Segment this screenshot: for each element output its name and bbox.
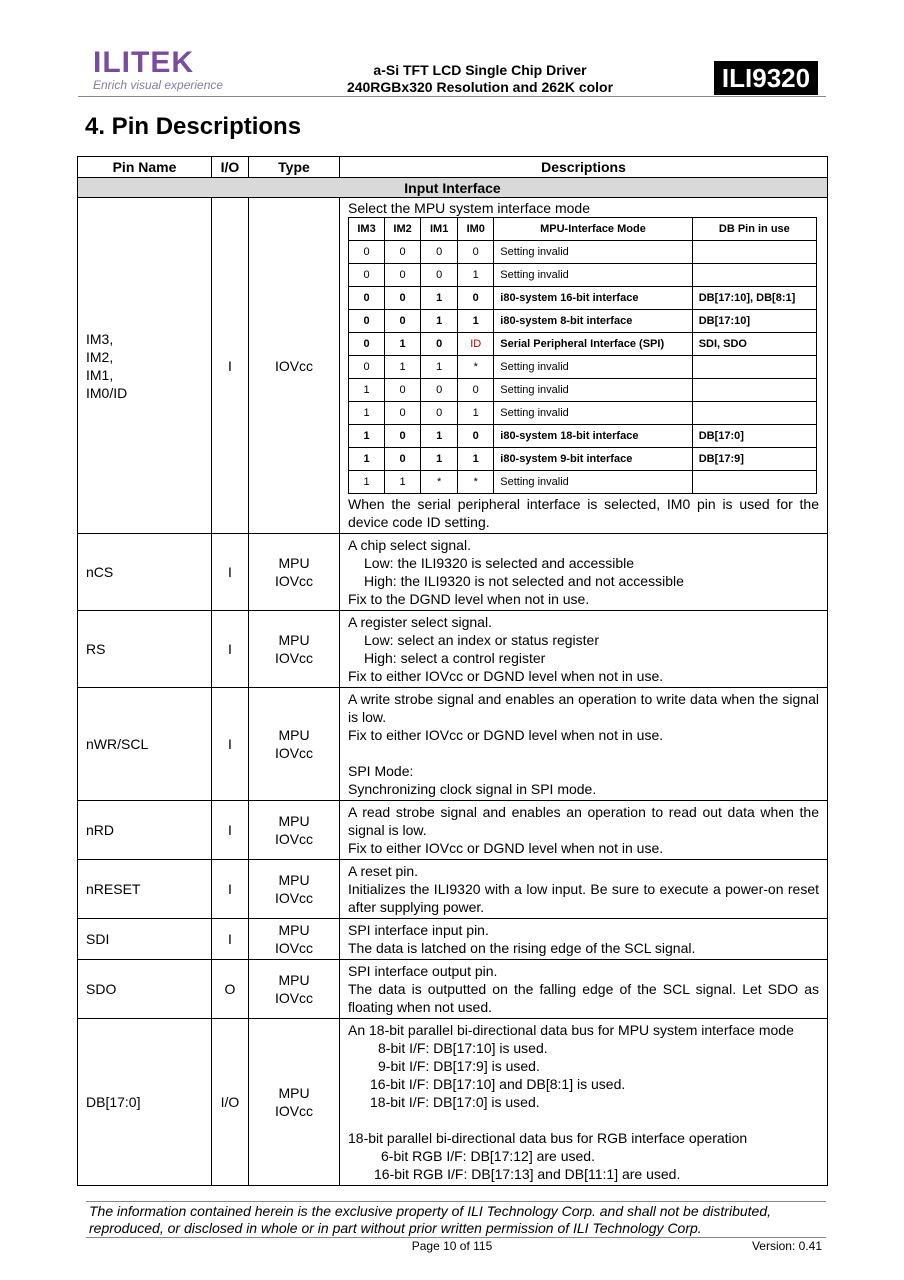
mode-header: IM2 (385, 218, 421, 241)
pin-type: IOVcc (249, 198, 340, 534)
mode-cell: 1 (385, 356, 421, 379)
mode-cell (692, 402, 816, 425)
mode-cell: 0 (385, 425, 421, 448)
desc-line: Fix to either IOVcc or DGND level when not in use. (348, 840, 664, 856)
desc-line: Fix to the DGND level when not in use. (348, 591, 590, 607)
pin-name: DB[17:0] (78, 1019, 212, 1186)
mode-cell: 0 (421, 379, 458, 402)
mode-cell: 0 (349, 333, 385, 356)
mode-cell: DB[17:9] (692, 448, 816, 471)
pin-type-line: IOVcc (274, 650, 314, 666)
desc-line: A read strobe signal and enables an operation to read out data when the signal is low. (348, 804, 819, 838)
mode-cell: 0 (458, 425, 494, 448)
desc-line: An 18-bit parallel bi-directional data bus for MPU system interface mode (348, 1022, 794, 1038)
pin-description (340, 688, 828, 801)
pin-name: nWR/SCL (78, 688, 212, 801)
table-row (78, 919, 828, 960)
mode-cell: 0 (349, 264, 385, 287)
mode-cell: 0 (349, 287, 385, 310)
pin-name: RS (78, 611, 212, 688)
desc-line: Low: the ILI9320 is selected and accessible (364, 555, 635, 571)
mode-header-row (349, 218, 817, 241)
desc-line: 18-bit I/F: DB[17:0] is used. (370, 1094, 540, 1110)
desc-line: High: select a control register (364, 650, 546, 666)
pin-type (249, 534, 340, 611)
mode-row (349, 241, 817, 264)
mode-cell-id: ID (458, 333, 494, 356)
desc-line: Select the MPU system interface mode (348, 200, 590, 216)
header-pin-name: Pin Name (78, 157, 212, 178)
mode-cell: 0 (458, 379, 494, 402)
mode-cell (692, 471, 816, 494)
desc-line: 18-bit parallel bi-directional data bus for RGB interface operation (348, 1130, 748, 1146)
desc-line: SPI interface input pin. (348, 922, 489, 938)
mode-cell: Setting invalid (494, 241, 692, 264)
mode-cell: i80-system 8-bit interface (494, 310, 692, 333)
mode-cell (692, 356, 816, 379)
table-header-row (78, 157, 828, 178)
desc-line: A write strobe signal and enables an operation to write data when the signal is low. (348, 691, 819, 725)
footer-divider-bottom (86, 1237, 826, 1238)
mode-cell: 0 (385, 402, 421, 425)
mode-cell: 0 (385, 379, 421, 402)
pin-type-line: IOVcc (274, 940, 314, 956)
mode-cell: * (421, 471, 458, 494)
pin-io: I/O (212, 1019, 249, 1186)
table-row (78, 198, 828, 534)
mode-cell: 0 (349, 241, 385, 264)
pin-type-line: IOVcc (274, 1103, 314, 1119)
pin-type (249, 960, 340, 1019)
pin-type-line: IOVcc (274, 573, 314, 589)
mode-cell: 0 (421, 333, 458, 356)
table-row (78, 534, 828, 611)
mode-row (349, 287, 817, 310)
header-descriptions: Descriptions (340, 157, 828, 178)
mode-cell: 0 (385, 310, 421, 333)
mode-cell: 1 (349, 379, 385, 402)
section-title: 4. Pin Descriptions (85, 113, 302, 140)
mode-cell: i80-system 9-bit interface (494, 448, 692, 471)
mode-header: IM0 (458, 218, 494, 241)
pin-type-line: IOVcc (274, 890, 314, 906)
desc-line: SPI Mode: (348, 763, 414, 779)
logo-name: ILITEK (93, 46, 194, 79)
desc-spacer (348, 1111, 819, 1129)
pin-description (340, 801, 828, 860)
mode-cell: DB[17:0] (692, 425, 816, 448)
desc-line: SPI interface output pin. (348, 963, 498, 979)
mode-cell: 0 (421, 264, 458, 287)
mode-cell: Setting invalid (494, 264, 692, 287)
mode-cell: Setting invalid (494, 471, 692, 494)
mode-row (349, 264, 817, 287)
mode-cell: 1 (421, 287, 458, 310)
mode-cell: 1 (458, 310, 494, 333)
mode-header: IM3 (349, 218, 385, 241)
desc-line: 6-bit RGB I/F: DB[17:12] are used. (381, 1148, 595, 1164)
mode-row (349, 402, 817, 425)
desc-line: A reset pin. (348, 863, 419, 879)
table-row (78, 801, 828, 860)
header-type: Type (249, 157, 340, 178)
pin-type-line: MPU (278, 972, 310, 988)
mode-row (349, 356, 817, 379)
pin-type (249, 801, 340, 860)
pin-io: I (212, 860, 249, 919)
mode-cell: 0 (385, 264, 421, 287)
pin-description-table (77, 156, 828, 1186)
mode-cell (692, 379, 816, 402)
pin-io: I (212, 611, 249, 688)
pin-type-line: IOVcc (274, 745, 314, 761)
version-label: Version: 0.41 (751, 1239, 822, 1253)
mode-cell: 1 (421, 356, 458, 379)
desc-line: 16-bit I/F: DB[17:10] and DB[8:1] is used. (370, 1076, 626, 1092)
pin-io: I (212, 688, 249, 801)
pin-description (340, 960, 828, 1019)
mode-cell: 0 (421, 402, 458, 425)
pin-name-line: IM2, (86, 348, 114, 365)
mode-cell: 1 (349, 425, 385, 448)
mode-cell: 1 (349, 471, 385, 494)
pin-type (249, 919, 340, 960)
pin-io: I (212, 801, 249, 860)
desc-line: The data is latched on the rising edge of the SCL signal. (348, 940, 696, 956)
mode-cell: 0 (349, 356, 385, 379)
pin-type-line: IOVcc (274, 990, 314, 1006)
table-row (78, 960, 828, 1019)
pin-io: I (212, 919, 249, 960)
table-row (78, 1019, 828, 1186)
pin-type-line: MPU (278, 727, 310, 743)
mode-header: IM1 (421, 218, 458, 241)
mode-cell: 0 (385, 448, 421, 471)
pin-type (249, 1019, 340, 1186)
desc-line: Initializes the ILI9320 with a low input. Be sure to execute a power-on reset after supplying power. (348, 881, 819, 915)
pin-description (340, 919, 828, 960)
footer-disclaimer: The information contained herein is the exclusive property of ILI Technology Corp. and shall not be distributed, reproduced, or disclosed in whole or in part without prior written permission of ILI Technology Corp. (89, 1203, 771, 1236)
chip-badge: ILI9320 (714, 61, 818, 95)
header-divider (78, 96, 826, 97)
interface-mode-table (348, 217, 817, 494)
mode-row (349, 471, 817, 494)
pin-type-line: MPU (278, 632, 310, 648)
desc-line: When the serial peripheral interface is selected, IM0 pin is used for the device code ID setting. (348, 496, 819, 530)
footer-divider-top (86, 1201, 826, 1202)
pin-description (340, 198, 828, 534)
header-title-line1: a-Si TFT LCD Single Chip Driver (373, 62, 587, 78)
mode-cell: 0 (458, 241, 494, 264)
desc-line: Synchronizing clock signal in SPI mode. (348, 781, 597, 797)
mode-row (349, 448, 817, 471)
pin-name: nRD (78, 801, 212, 860)
pin-description (340, 611, 828, 688)
mode-cell: 0 (385, 241, 421, 264)
pin-name-line: IM0/ID (86, 384, 128, 401)
pin-description (340, 1019, 828, 1186)
table-row (78, 860, 828, 919)
mode-row (349, 379, 817, 402)
pin-type-line: MPU (278, 1085, 310, 1101)
pin-name: nCS (78, 534, 212, 611)
mode-cell: * (458, 356, 494, 379)
mode-cell: i80-system 16-bit interface (494, 287, 692, 310)
pin-description (340, 860, 828, 919)
pin-io: I (212, 534, 249, 611)
logo-tagline: Enrich visual experience (93, 78, 224, 92)
mode-cell: 0 (421, 241, 458, 264)
mode-cell: DB[17:10], DB[8:1] (692, 287, 816, 310)
mode-cell (692, 264, 816, 287)
mode-cell: 0 (385, 287, 421, 310)
pin-type-line: MPU (278, 555, 310, 571)
desc-line: High: the ILI9320 is not selected and not accessible (364, 573, 684, 589)
pin-name: SDI (78, 919, 212, 960)
desc-spacer (348, 744, 819, 762)
mode-cell: 1 (421, 310, 458, 333)
desc-line: 9-bit I/F: DB[17:9] is used. (378, 1058, 540, 1074)
desc-line: A chip select signal. (348, 537, 471, 553)
pin-type-line: IOVcc (274, 831, 314, 847)
mode-row (349, 333, 817, 356)
pin-type (249, 860, 340, 919)
desc-line: Fix to either IOVcc or DGND level when not in use. (348, 668, 664, 684)
pin-io: I (212, 198, 249, 534)
pin-type (249, 611, 340, 688)
mode-cell: 0 (458, 287, 494, 310)
mode-cell: 1 (385, 333, 421, 356)
pin-name-line: IM1, (86, 366, 114, 383)
company-logo (93, 48, 243, 92)
mode-cell: Setting invalid (494, 402, 692, 425)
pin-type (249, 688, 340, 801)
table-row (78, 688, 828, 801)
mode-cell: 1 (458, 402, 494, 425)
pin-type-line: MPU (278, 872, 310, 888)
pin-type-line: MPU (278, 922, 310, 938)
mode-header: DB Pin in use (692, 218, 816, 241)
pin-name: nRESET (78, 860, 212, 919)
mode-cell: * (458, 471, 494, 494)
mode-cell: 1 (349, 402, 385, 425)
desc-line: The data is outputted on the falling edge of the SCL signal. Let SDO as floating when not used. (348, 981, 819, 1015)
mode-row (349, 425, 817, 448)
mode-cell: 1 (421, 448, 458, 471)
mode-row (349, 310, 817, 333)
desc-line: 8-bit I/F: DB[17:10] is used. (378, 1040, 548, 1056)
mode-cell: 1 (458, 264, 494, 287)
mode-header: MPU-Interface Mode (494, 218, 692, 241)
mode-cell: SDI, SDO (692, 333, 816, 356)
mode-cell: Setting invalid (494, 379, 692, 402)
group-row (78, 178, 828, 198)
mode-cell: 0 (349, 310, 385, 333)
desc-line: 16-bit RGB I/F: DB[17:13] and DB[11:1] are used. (374, 1166, 681, 1182)
pin-name: SDO (78, 960, 212, 1019)
mode-cell: 1 (385, 471, 421, 494)
mode-cell: Setting invalid (494, 356, 692, 379)
desc-line: Fix to either IOVcc or DGND level when not in use. (348, 727, 664, 743)
mode-cell: 1 (349, 448, 385, 471)
desc-line: A register select signal. (348, 614, 492, 630)
mode-cell: i80-system 18-bit interface (494, 425, 692, 448)
mode-cell: Serial Peripheral Interface (SPI) (494, 333, 692, 356)
header-title-line2: 240RGBx320 Resolution and 262K color (346, 79, 614, 95)
page-number: Page 10 of 115 (411, 1239, 493, 1253)
table-row (78, 611, 828, 688)
pin-io: O (212, 960, 249, 1019)
pin-name-im (78, 198, 212, 534)
mode-cell: 1 (458, 448, 494, 471)
header-io: I/O (212, 157, 249, 178)
pin-description (340, 534, 828, 611)
document-header-title (330, 62, 630, 96)
group-input-interface: Input Interface (78, 178, 828, 198)
mode-cell: DB[17:10] (692, 310, 816, 333)
mode-cell (692, 241, 816, 264)
pin-name-line: IM3, (86, 330, 114, 347)
pin-type-line: MPU (278, 813, 310, 829)
desc-line: Low: select an index or status register (364, 632, 600, 648)
mode-cell: 1 (421, 425, 458, 448)
